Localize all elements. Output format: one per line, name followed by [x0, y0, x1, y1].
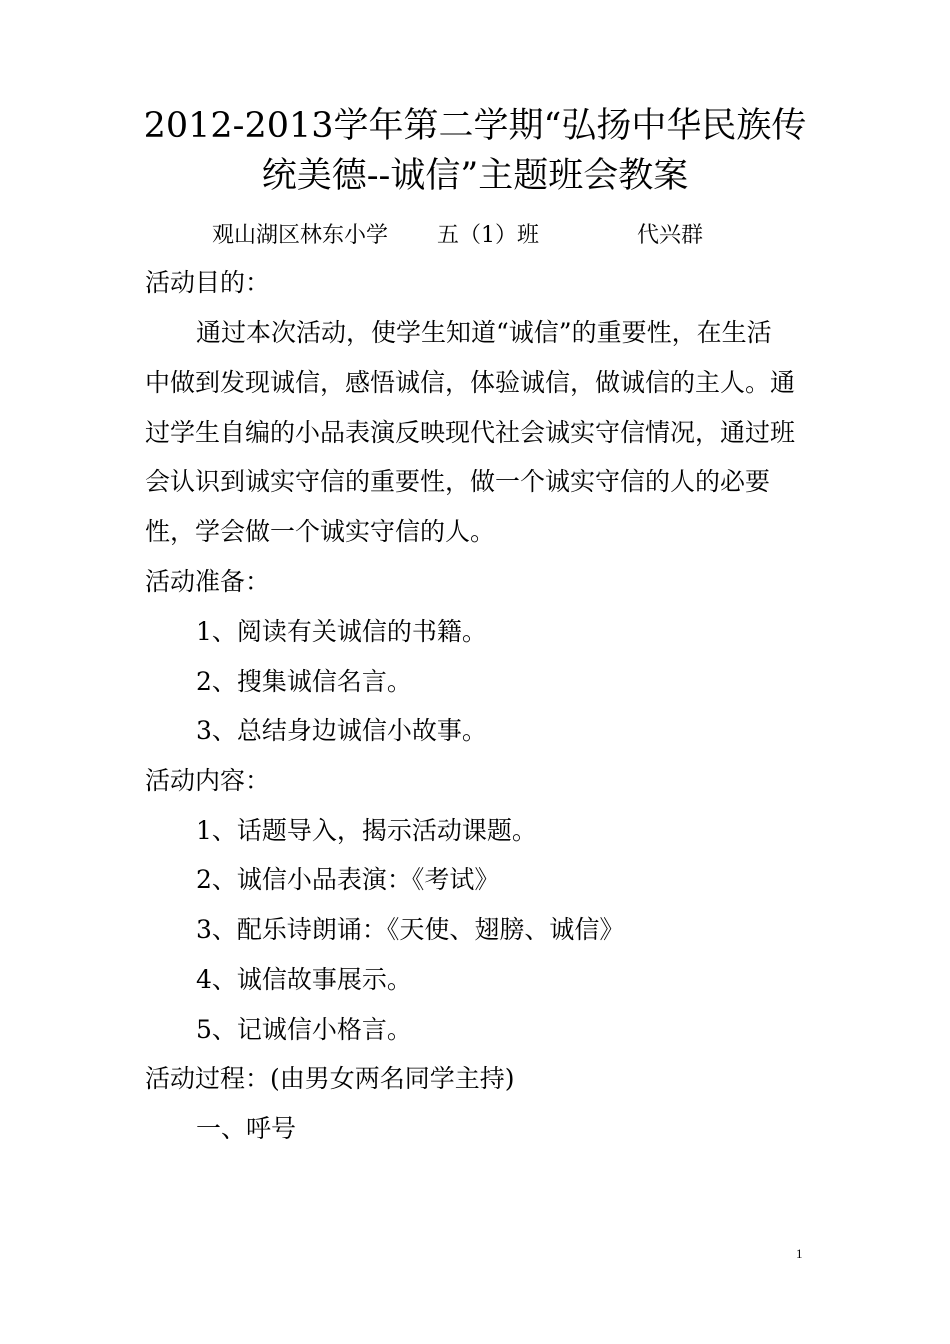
section-heading-process: 活动过程：(由男女两名同学主持) — [145, 1064, 515, 1093]
content-item: 1、话题导入，揭示活动课题。 — [196, 816, 537, 845]
page-number: 1 — [796, 1246, 803, 1261]
objective-paragraph-line: 通过本次活动，使学生知道“诚信”的重要性，在生活 — [196, 318, 772, 347]
content-item: 4、诚信故事展示。 — [196, 965, 412, 994]
author-school: 观山湖区林东小学 — [212, 223, 389, 248]
document-title-line-2: 统美德--诚信”主题班会教案 — [261, 156, 689, 196]
content-item: 2、诚信小品表演：《考试》 — [196, 865, 500, 894]
content-item: 3、配乐诗朗诵：《天使、翅膀、诚信》 — [196, 915, 625, 944]
document-title-line-1: 2012-2013学年第二学期“弘扬中华民族传 — [143, 106, 807, 146]
preparation-item: 1、阅读有关诚信的书籍。 — [196, 617, 487, 646]
preparation-item: 2、搜集诚信名言。 — [196, 667, 412, 696]
objective-paragraph-line: 中做到发现诚信，感悟诚信，体验诚信，做诚信的主人。通 — [145, 368, 796, 397]
content-item: 5、记诚信小格言。 — [196, 1015, 412, 1044]
section-heading-objective: 活动目的： — [145, 268, 271, 297]
author-name: 代兴群 — [637, 223, 704, 248]
preparation-item: 3、总结身边诚信小故事。 — [196, 716, 487, 745]
objective-paragraph-line: 性，学会做一个诚实守信的人。 — [145, 517, 496, 546]
objective-paragraph-line: 过学生自编的小品表演反映现代社会诚实守信情况，通过班 — [145, 418, 796, 447]
objective-paragraph-line: 会认识到诚实守信的重要性，做一个诚实守信的人的必要 — [145, 467, 771, 496]
author-class: 五（1）班 — [437, 223, 539, 248]
section-heading-preparation: 活动准备： — [145, 567, 271, 596]
section-heading-content: 活动内容： — [145, 766, 271, 795]
process-item: 一、呼号 — [196, 1114, 297, 1143]
